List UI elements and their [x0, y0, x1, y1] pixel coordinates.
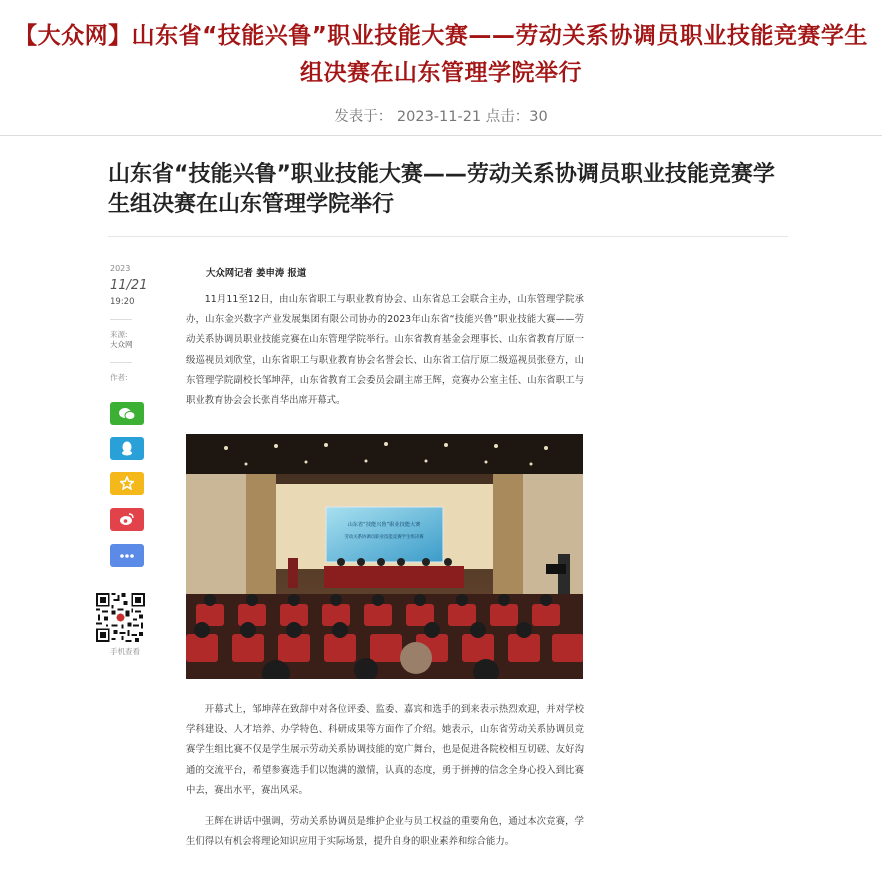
source-value: 大众网 [110, 340, 133, 349]
page-title: 【大众网】山东省“技能兴鲁”职业技能大赛——劳动关系协调员职业技能竞赛学生组决赛在山东管理学院举行 [14, 23, 868, 86]
publish-date: 11/21 [110, 278, 148, 293]
article-paragraph: 开幕式上，邹坤萍在致辞中对各位评委、监委、嘉宾和选手的到来表示热烈欢迎，并对学校学科建设、人才培养、办学特色、科研成果等方面作了介绍。她表示，山东省劳动关系协调员竞赛学生组比赛不仅是学生展示劳动关系协调技能的宽广舞台，也是促进各院校相互切磋、友好沟通的交流平台，希望参赛选手们以饱满的激情，认真的态度，勇于拼搏的信念全身心投入到比赛中去，赛出水平，赛出风采。 [186, 704, 584, 796]
qq-icon [121, 441, 133, 456]
sidebar-divider [110, 319, 132, 320]
byline: 大众网记者 姜申涛 报道 [206, 268, 307, 279]
screen-subtitle: 劳动关系协调员职业技能竞赛学生组决赛 [344, 535, 424, 540]
qr-code-icon [96, 593, 145, 642]
qr-label: 手机查看 [110, 647, 140, 656]
title-divider [108, 236, 788, 237]
article-paragraph: 王辉在讲话中强调，劳动关系协调员是维护企业与员工权益的重要角色，通过本次竞赛，学生们得以有机会将理论知识应用于实际场景，提升自身的职业素养和综合能力。 [186, 816, 584, 848]
post-meta: 发表于： 2023-11-21 点击：30 [334, 109, 548, 125]
author-label: 作者: [110, 373, 128, 382]
qzone-icon [120, 476, 134, 490]
article-card [108, 160, 788, 220]
page-header [0, 0, 882, 136]
article-paragraph: 11月11至12日，由山东省职工与职业教育协会、山东省总工会联合主办，山东管理学院承办，山东金兴数字产业发展集团有限公司协办的2023年山东省“技能兴鲁”职业技能大赛——劳动关系协调员职业技能竞赛在山东管理学院举行。山东省教育基金会理事长、山东省教育厅原一级巡视员刘欣堂，山东省职工与职业教育协会名誉会长、山东省工信厅原二级巡视员张登方，山东管理学院副校长邹坤萍，山东省教育工会委员会副主席王辉，竞赛办公室主任、山东省职工与职业教育协会会长张肖华出席开幕式。 [186, 294, 584, 407]
publish-year: 2023 [110, 264, 131, 273]
share-qq-button[interactable] [110, 437, 144, 460]
article-title: 山东省“技能兴鲁”职业技能大赛——劳动关系协调员职业技能竞赛学生组决赛在山东管理学院举行 [108, 162, 775, 217]
share-wechat-button[interactable] [110, 402, 144, 425]
event-photo [186, 434, 583, 679]
more-icon [119, 553, 135, 559]
screen-title: 山东省“技能兴鲁”职业技能大赛 [347, 522, 421, 528]
article-sidebar [110, 264, 156, 383]
share-qzone-button[interactable] [110, 472, 144, 495]
share-more-button[interactable] [110, 544, 144, 567]
source-label: 来源: [110, 330, 128, 339]
publish-time: 19:20 [110, 297, 135, 307]
share-weibo-button[interactable] [110, 508, 144, 531]
wechat-icon [118, 407, 136, 421]
sidebar-divider [110, 362, 132, 363]
weibo-icon [119, 512, 135, 526]
